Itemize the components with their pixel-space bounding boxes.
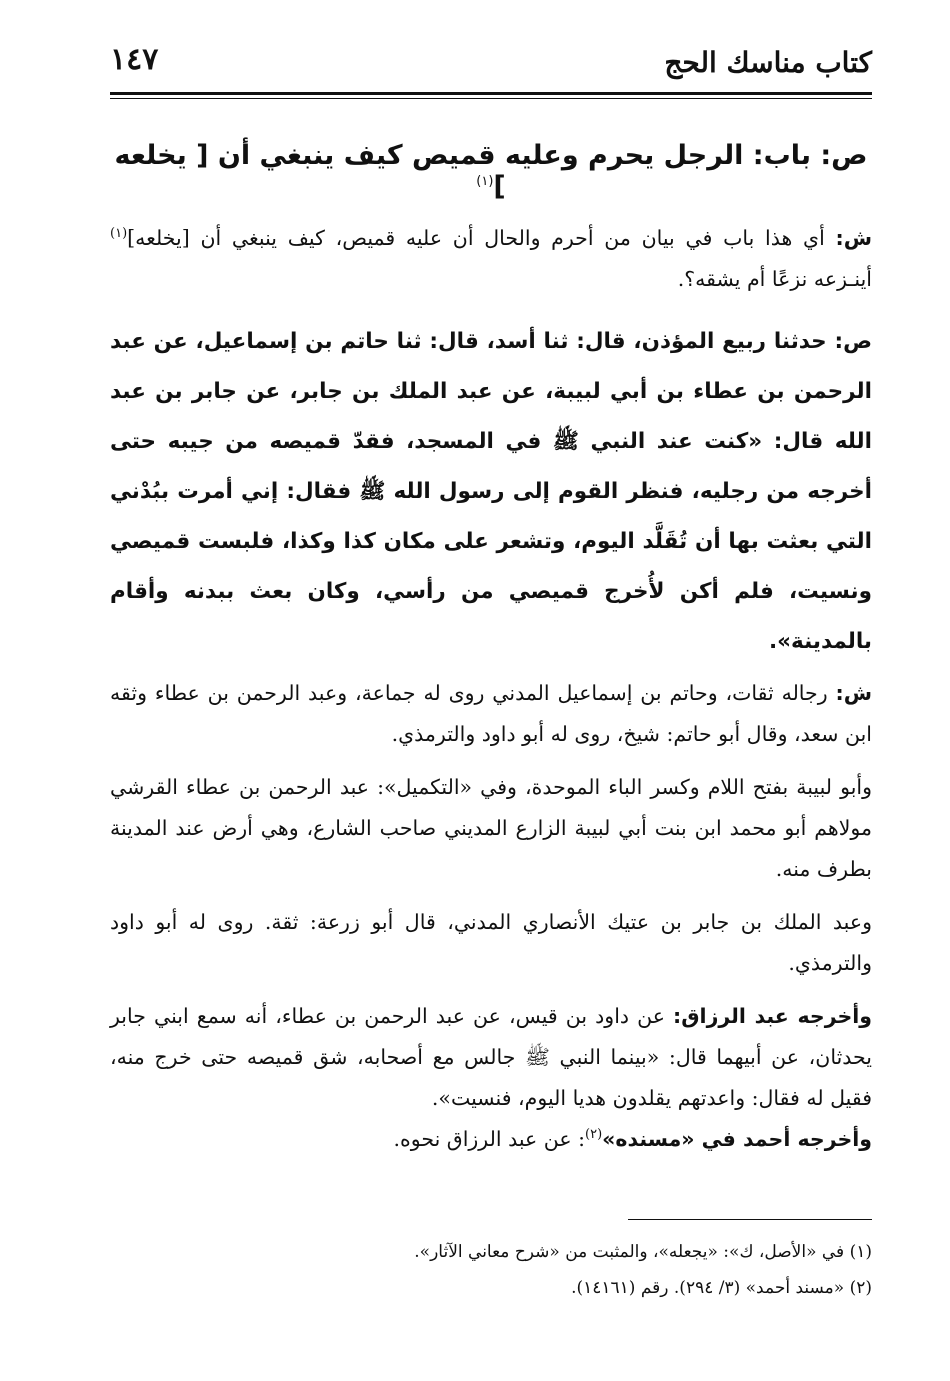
takhrij-label: وأخرجه أحمد في «مسنده» <box>602 1127 872 1151</box>
takhrij-label: وأخرجه عبد الرزاق: <box>673 1004 872 1028</box>
chapter-heading-text: ص: باب: الرجل يحرم وعليه قميص كيف ينبغي أن [ يخلعه ] <box>114 140 868 202</box>
narrator-note-paragraph-2: وعبد الملك بن جابر بن عتيك الأنصاري المدني، قال أبو زرعة: ثقة. روى له أبو داود والترمذي. <box>110 910 872 975</box>
paragraph-text: أينـزعه نزعًا أم يشقه؟. <box>677 267 872 291</box>
commentary-label: ش: <box>835 226 872 250</box>
paragraph-text: رجاله ثقات، وحاتم بن إسماعيل المدني روى له جماعة، وعبد الرحمن بن عطاء وثقه ابن سعد، وقال أبو حاتم: شيخ، روى له أبو داود والترمذي. <box>110 681 872 746</box>
footnote-separator <box>628 1219 872 1220</box>
footnote-ref: (٢) <box>585 1127 603 1143</box>
paragraph-text: : عن عبد الرزاق نحوه. <box>393 1127 586 1151</box>
footnote-2: (٢) «مسند أحمد» (٣/ ٢٩٤). رقم (١٤١٦١). <box>571 1278 872 1298</box>
footnote-ref: (١) <box>110 226 128 242</box>
page-number: ١٤٧ <box>110 42 159 77</box>
commentary-paragraph-2 <box>110 673 872 755</box>
commentary-paragraph-1 <box>110 218 872 300</box>
paragraph-text: عن داود بن قيس، عن عبد الرحمن بن عطاء، أنه سمع ابني جابر يحدثان، عن أبيهما قال: «بينما النبي ﷺ جالس مع أصحابه، شق قميصه حتى خرج منه، فقيل له فقال: واعدتهم يقلدون هديا اليوم، فنسيت». <box>110 1004 872 1110</box>
page-header <box>110 40 872 90</box>
chapter-heading <box>110 140 872 202</box>
narrator-note-paragraph: وأبو لبيبة بفتح اللام وكسر الباء الموحدة، وفي «التكميل»: عبد الرحمن بن عطاء القرشي مولاهم أبو محمد ابن بنت أبي لبيبة الزارع المديني صاحب الشارع، وهي أرض عند المدينة بطرف منه. <box>110 775 872 881</box>
footnote-1: (١) في «الأصل، ك»: «يجعله»، والمثبت من «شرح معاني الآثار». <box>414 1242 872 1262</box>
takhrij-paragraph-2 <box>110 1119 872 1160</box>
hadith-paragraph: ص: حدثنا ربيع المؤذن، قال: ثنا أسد، قال: ثنا حاتم بن إسماعيل، عن عبد الرحمن بن عطاء بن أبي لبيبة، عن عبد الملك بن جابر، عن جابر بن عبد الله قال: «كنت عند النبي ﷺ في المسجد، فقدّ قميصه من جيبه حتى أخرجه من رجليه، فنظر القوم إلى رسول الله ﷺ فقال: إني أمرت ببُدْني التي بعثت بها أن تُقَلَّد اليوم، وتشعر على مكان كذا وكذا، فلبست قميصي ونسيت، فلم أكن لأُخرج قميصي من رأسي، وكان بعث ببدنه وأقام بالمدينة». <box>110 329 872 654</box>
paragraph-text: أي هذا باب في بيان من أحرم والحال أن عليه قميص، كيف ينبغي أن [يخلعه] <box>127 226 836 250</box>
running-title: كتاب مناسك الحج <box>664 46 872 79</box>
header-rule-thick <box>110 92 872 95</box>
footnotes <box>110 1234 872 1306</box>
heading-footnote-ref: (١) <box>476 174 494 189</box>
commentary-label: ش: <box>835 681 872 705</box>
main-text <box>110 218 872 1160</box>
header-rule-thin <box>110 98 872 99</box>
takhrij-paragraph-1 <box>110 996 872 1119</box>
